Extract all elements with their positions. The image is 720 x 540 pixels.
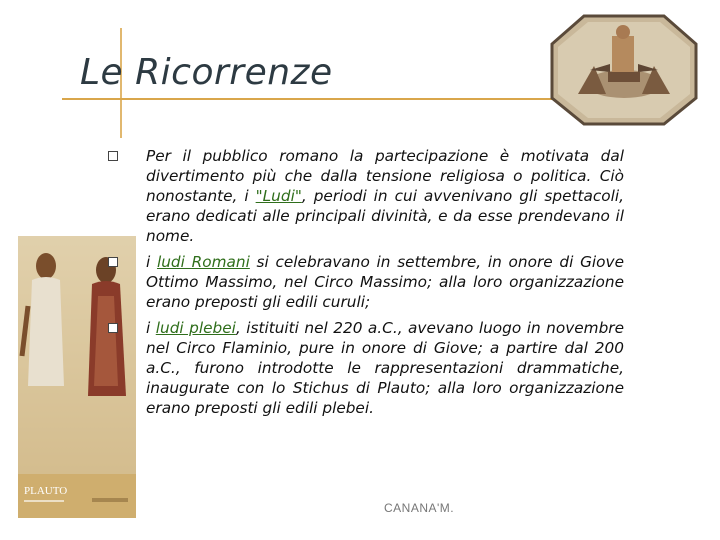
bullet-text	[146, 318, 624, 418]
text-run: , istituiti nel 220 a.C., avevano luogo in novembre nel Circo Flaminio, pure in onore di Giove; a partire dal 200 a.C., furono introdotte le rappresentazioni drammatiche, inaugurate con lo Stichus di Plauto; alla loro organizzazione erano preposti gli edili plebei.	[146, 319, 624, 417]
square-bullet-icon	[108, 323, 118, 333]
bullet-text	[146, 146, 624, 246]
text-run: Per il pubblico romano la partecipazione è motivata dal divertimento più che dalla tensione religiosa o politica. Ciò nonostante, i	[146, 147, 624, 205]
square-bullet-icon	[108, 151, 118, 161]
bullet-item	[138, 146, 624, 246]
bullet-item	[138, 318, 624, 418]
bullet-item	[138, 252, 624, 312]
slide-footer: CANANA'M.	[384, 501, 455, 515]
chariot-mosaic-image	[550, 14, 698, 126]
text-run: i	[146, 319, 156, 337]
text-run: , periodi in cui avvenivano gli spettacoli, erano dedicati alle principali divinità, e da esse prendevano il nome.	[146, 187, 624, 245]
book-title-text: PLAUTO	[24, 485, 68, 497]
text-run: i	[146, 253, 157, 271]
plauto-book-cover-image	[18, 236, 136, 518]
bullet-list	[138, 146, 624, 424]
highlighted-term: ludi plebei	[155, 319, 236, 337]
square-bullet-icon	[108, 257, 118, 267]
text-run: si celebravano in settembre, in onore di Giove Ottimo Massimo, nel Circo Massimo; alla loro organizzazione erano preposti gli edili curuli;	[146, 253, 624, 311]
bullet-text	[146, 252, 624, 312]
highlighted-term: "Ludi"	[255, 187, 302, 205]
slide-title: Le Ricorrenze	[80, 52, 333, 93]
highlighted-term: ludi Romani	[156, 253, 250, 271]
